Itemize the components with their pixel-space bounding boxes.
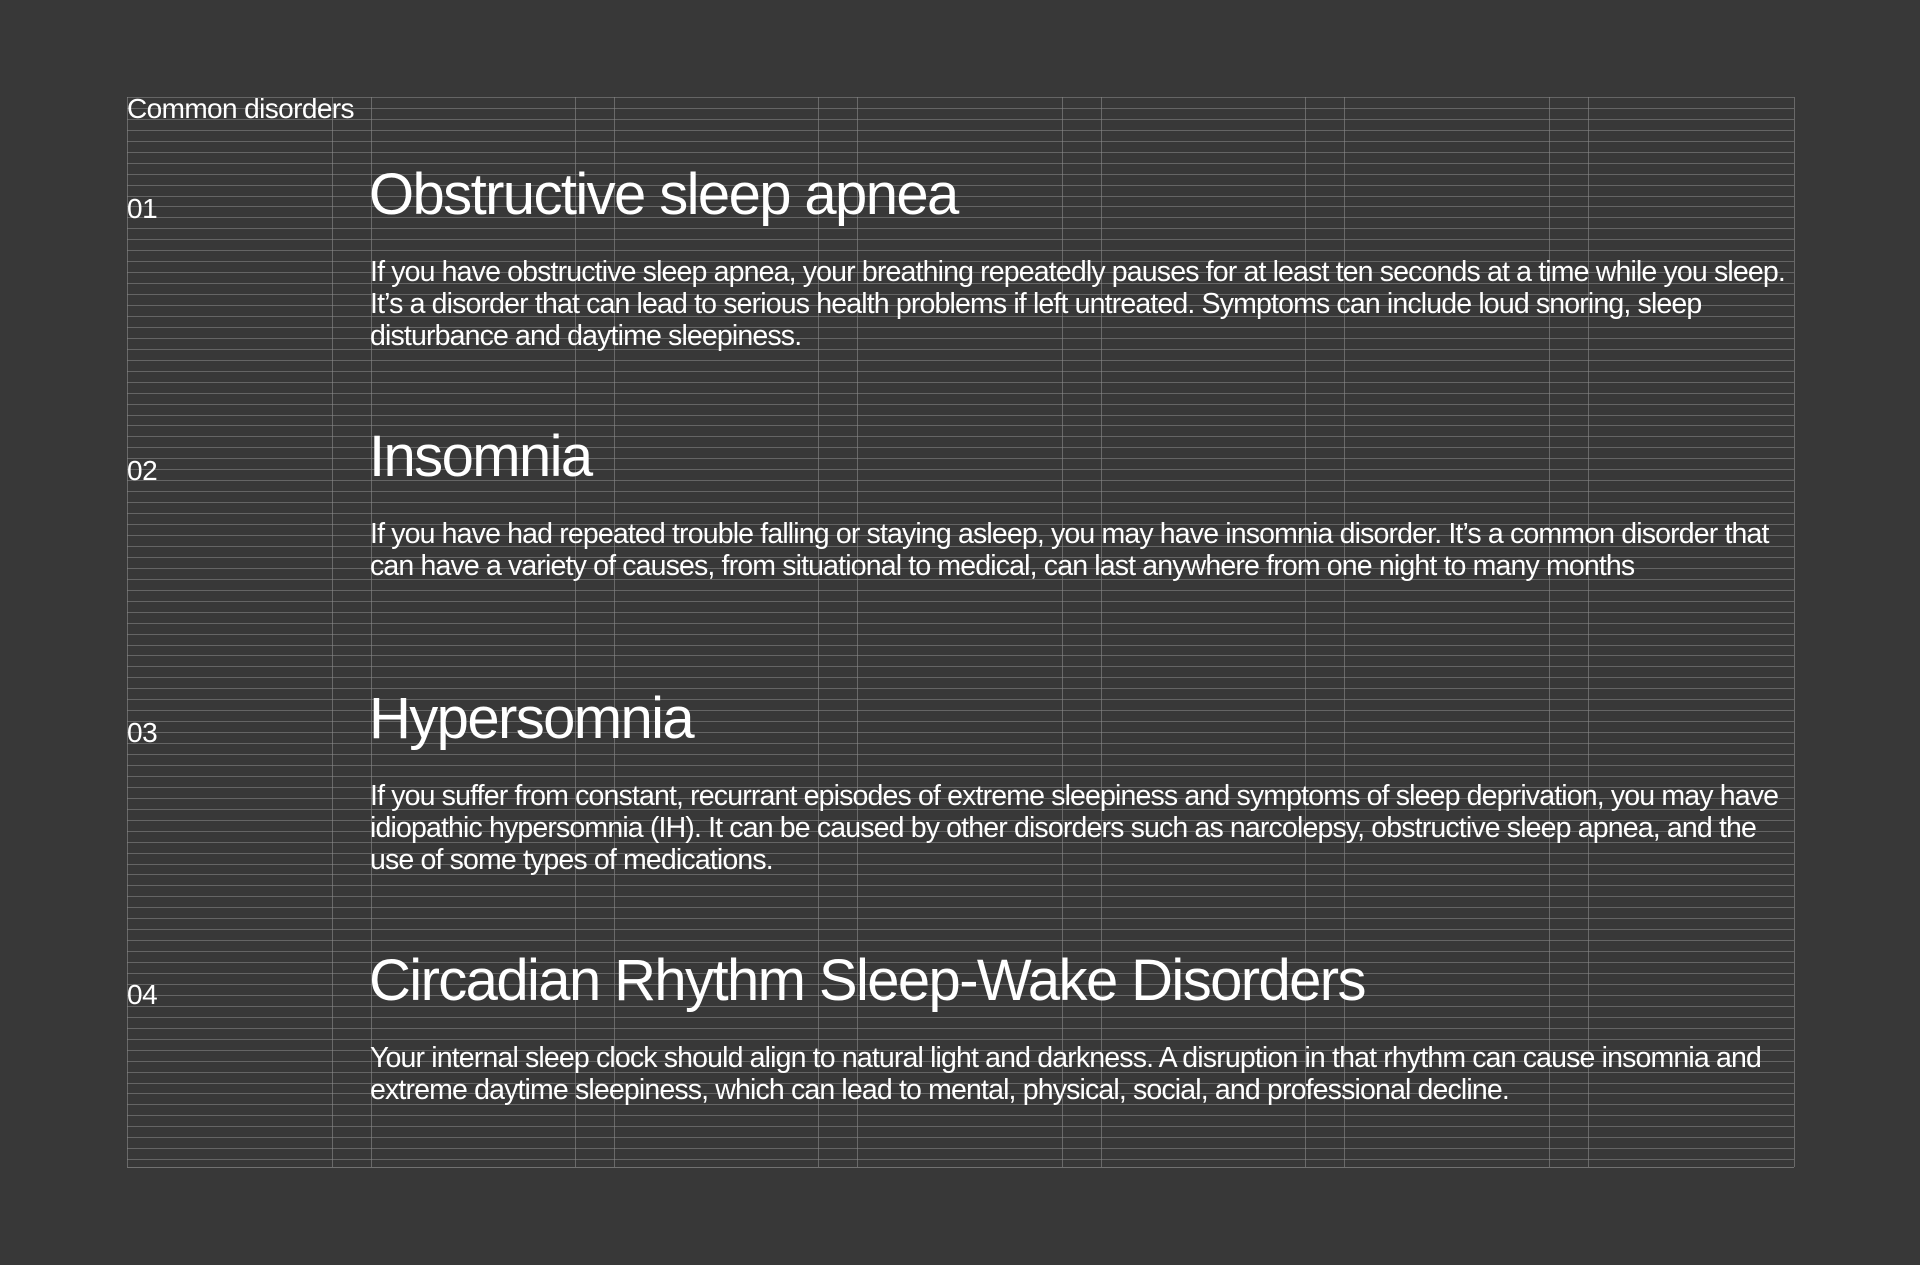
disorder-number: 02 [127,455,158,486]
disorder-description: If you have had repeated trouble falling or staying asleep, you may have insomnia disorder. It’s a common disorder that can have a variety of causes, from situational to medical, can last anywhere from one night to many months [370,518,1769,582]
disorder-title: Obstructive sleep apnea [369,162,958,227]
disorder-title: Circadian Rhythm Sleep-Wake Disorders [369,948,1365,1013]
disorder-description: If you suffer from constant, recurrant episodes of extreme sleepiness and symptoms of sleep deprivation, you may have idiopathic hypersomnia (IH). It can be caused by other disorders such as narcolepsy, obstructive sleep apnea, and the use of some types of medications. [370,780,1779,876]
disorder-title: Hypersomnia [369,686,694,751]
disorder-title: Insomnia [369,424,592,489]
disorder-number: 04 [127,979,158,1010]
disorder-description: Your internal sleep clock should align to natural light and darkness. A disruption in that rhythm can cause insomnia and extreme daytime sleepiness, which can lead to mental, physical, social, and professional decline. [370,1042,1761,1106]
section-heading: Common disorders [127,93,354,124]
disorder-number: 03 [127,717,158,748]
disorder-description: If you have obstructive sleep apnea, your breathing repeatedly pauses for at least ten seconds at a time while you sleep. It’s a disorder that can lead to serious health problems if left untreated. Symptoms can include loud snoring, sleep disturbance and daytime sleepiness. [370,256,1785,352]
disorder-number: 01 [127,193,158,224]
